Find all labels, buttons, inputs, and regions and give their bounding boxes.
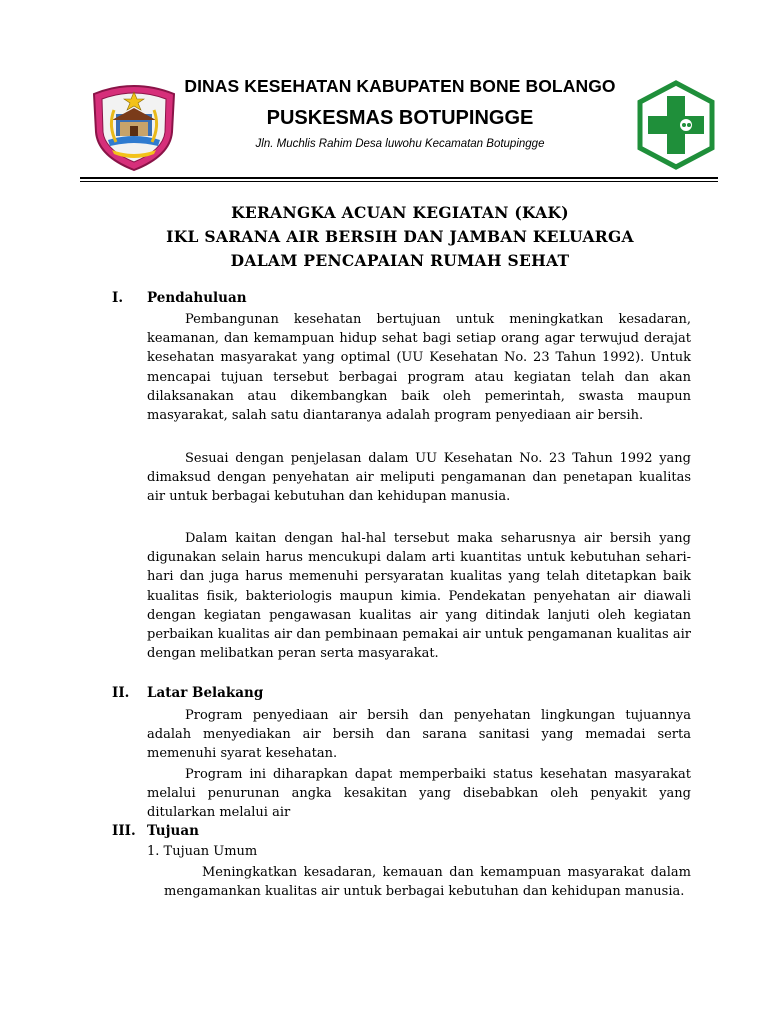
section-heading: Pendahuluan xyxy=(147,290,247,306)
letterhead-rule-thin xyxy=(80,181,718,182)
section-number: II. xyxy=(112,685,130,701)
section-heading: Latar Belakang xyxy=(147,685,264,701)
section-number: III. xyxy=(112,823,136,839)
paragraph: Program penyediaan air bersih dan penyehatan lingkungan tujuannya adalah menyediakan air bersih dan sarana sanitasi yang memadai serta memenuhi syarat kesehatan. xyxy=(147,708,691,762)
institution-name: PUSKESMAS BOTUPINGGE xyxy=(266,107,534,129)
document-title-line3: DALAM PENCAPAIAN RUMAH SEHAT xyxy=(230,251,570,270)
letterhead-rule-thick xyxy=(80,177,718,179)
paragraph: Sesuai dengan penjelasan dalam UU Kesehatan No. 23 Tahun 1992 yang dimaksud dengan penyehatan air meliputi pengamanan dan penetapan kualitas air untuk berbagai kebutuhan dan kehidupan manusia. xyxy=(147,451,691,505)
paragraph: Program ini diharapkan dapat memperbaiki status kesehatan masyarakat melalui penurunan angka kesakitan yang disebabkan oleh penyakit yang ditularkan melalui air xyxy=(147,767,691,821)
paragraph: Dalam kaitan dengan hal-hal tersebut maka seharusnya air bersih yang digunakan selain harus mencukupi dalam arti kuantitas untuk kebutuhan sehari-hari dan juga harus memenuhi persyaratan kualitas yang telah ditetapkan baik kualitas fisik, bakteriologis maupun kimia. Pendekatan penyehatan air diawali dengan kegiatan pengawasan kualitas air yang ditindak lanjuti oleh kegiatan perbaikan kualitas air dan pembinaan pemakai air untuk pengamanan kualitas air dengan melibatkan peran serta masyarakat. xyxy=(147,531,691,662)
subsection-label: 1. Tujuan Umum xyxy=(147,844,258,859)
paragraph: Meningkatkan kesadaran, kemauan dan kemampuan masyarakat dalam mengamankan kualitas air untuk berbagai kebutuhan dan kehidupan manusia. xyxy=(164,865,691,900)
document-title-line1: KERANGKA ACUAN KEGIATAN (KAK) xyxy=(231,203,569,222)
puskesmas-logo-icon xyxy=(636,80,716,170)
agency-name: DINAS KESEHATAN KABUPATEN BONE BOLANGO xyxy=(184,76,616,96)
institution-address: Jln. Muchlis Rahim Desa luwohu Kecamatan Botupingge xyxy=(255,138,545,150)
document-title-line2: IKL SARANA AIR BERSIH DAN JAMBAN KELUARGA xyxy=(166,227,634,246)
section-heading: Tujuan xyxy=(147,823,199,839)
paragraph: Pembangunan kesehatan bertujuan untuk meningkatkan kesadaran, keamanan, dan kemampuan hidup sehat bagi setiap orang agar terwujud derajat kesehatan masyarakat yang optimal (UU Kesehatan No. 23 Tahun 1992). Untuk mencapai tujuan tersebut berbagai program atau kegiatan telah dan akan dilaksanakan atau dikembangkan baik oleh pemerintah, swasta maupun masyarakat, salah satu diantaranya adalah program penyediaan air bersih. xyxy=(147,312,691,424)
section-number: I. xyxy=(112,290,124,306)
